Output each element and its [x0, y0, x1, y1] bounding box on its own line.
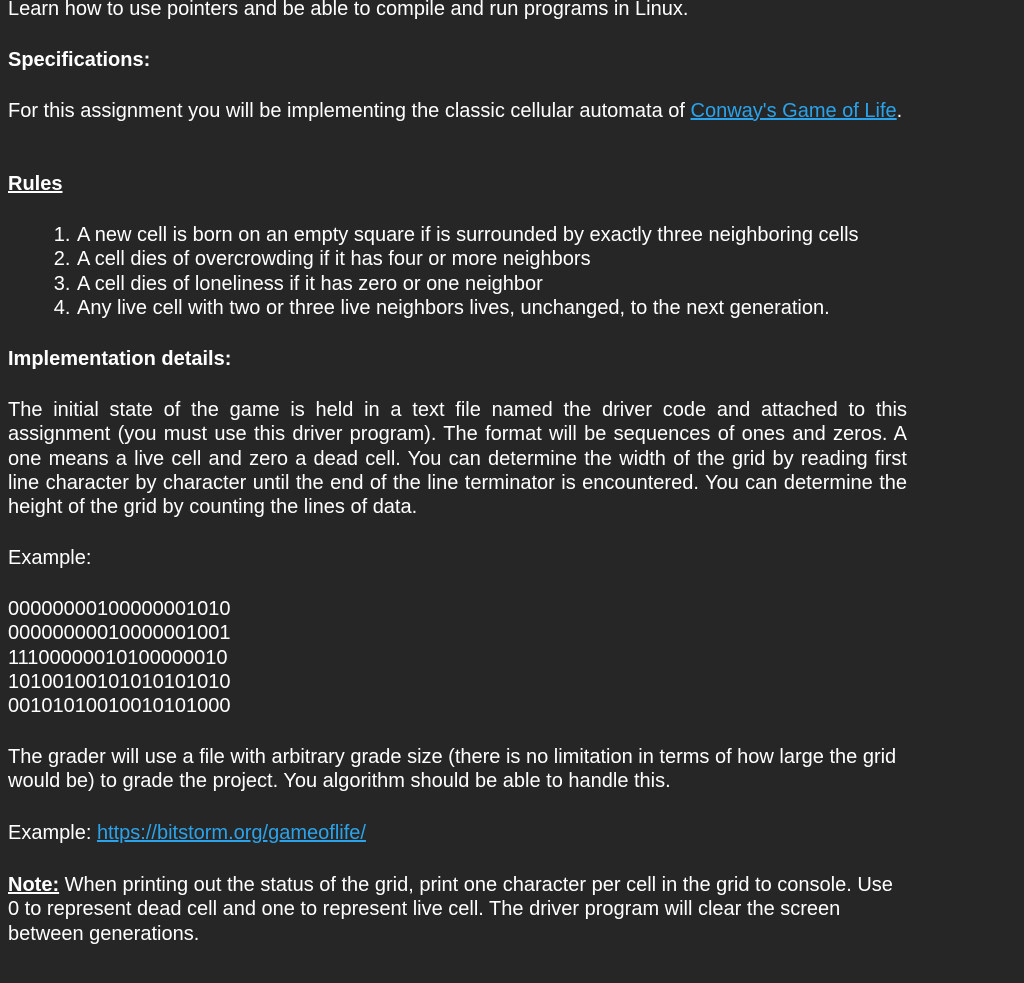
example-link-label: Example: — [8, 822, 97, 844]
conways-game-of-life-link[interactable]: Conway's Game of Life — [690, 100, 897, 122]
assignment-text: For this assignment you will be implementing the classic cellular automata of — [8, 100, 691, 122]
implementation-paragraph: The initial state of the game is held in a text file named the driver code and attached to this assignment (you must use this driver program). The format will be sequences of ones and zeros. A one means a live cell and zero a dead cell. You can determine the width of the grid by reading first line character by character until the end of the line terminator is encountered. You can determine the height of the grid by counting the lines of data. — [8, 399, 907, 519]
grid-row: 00101010010010101000 — [8, 695, 231, 718]
rule-item-1: 1. A new cell is born on an empty square if is surrounded by exactly three neighboring cells — [76, 223, 976, 247]
note-paragraph — [8, 873, 907, 946]
specifications-heading: Specifications: — [8, 49, 151, 71]
assignment-period: . — [896, 100, 903, 122]
grid-row: 00000000100000001010 — [8, 598, 231, 620]
note-label: Note: — [8, 874, 60, 896]
grader-paragraph: The grader will use a file with arbitrary grade size (there is no limitation in terms of how large the grid would be) to grade the project. You algorithm should be able to handle this. — [8, 746, 897, 793]
bitstorm-link[interactable]: https://bitstorm.org/gameoflife/ — [96, 822, 366, 844]
rule-item-2: 2. A cell dies of overcrowding if it has four or more neighbors — [76, 247, 976, 271]
rules-list — [8, 223, 976, 320]
grid-row: 10100100101010101010 — [8, 670, 231, 693]
implementation-heading: Implementation details: — [8, 348, 232, 370]
assignment-paragraph — [8, 99, 907, 123]
rule-item-4: 4. Any live cell with two or three live neighbors lives, unchanged, to the next generation. — [76, 296, 976, 320]
example-grid — [8, 597, 907, 718]
rules-heading: Rules — [8, 173, 63, 195]
grid-row: 00000000010000001001 — [8, 622, 231, 645]
example-link-paragraph — [8, 821, 907, 845]
example-label: Example: — [8, 547, 92, 569]
note-text: When printing out the status of the grid, print one character per cell in the grid to console. Use 0 to represent dead cell and one to represent live cell. The driver program will clear the screen between generations. — [8, 874, 893, 945]
intro-text: Learn how to use pointers and be able to compile and run programs in Linux. — [8, 0, 689, 20]
grid-row: 11100000010100000010 — [8, 646, 228, 669]
rule-item-3: 3. A cell dies of loneliness if it has zero or one neighbor — [76, 272, 976, 296]
